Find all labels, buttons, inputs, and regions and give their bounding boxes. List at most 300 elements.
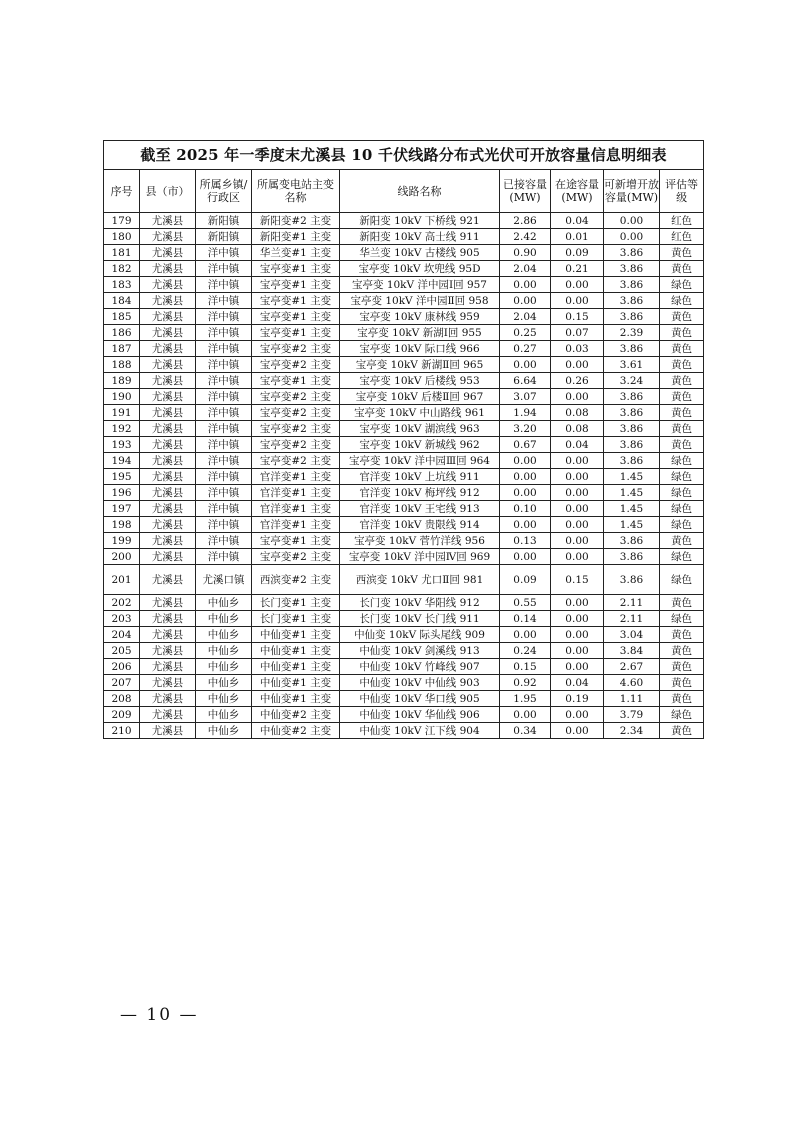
cell-substation: 新阳变#1 主变: [252, 229, 340, 245]
header-row: [104, 170, 704, 213]
cell-county: 尤溪县: [140, 341, 196, 357]
cell-connected: 0.14: [500, 611, 551, 627]
cell-open: 3.79: [604, 707, 660, 723]
cell-town: 洋中镇: [196, 341, 252, 357]
cell-connected: 0.00: [500, 453, 551, 469]
cell-town: 中仙乡: [196, 691, 252, 707]
cell-in-progress: 0.00: [551, 389, 604, 405]
cell-in-progress: 0.00: [551, 469, 604, 485]
cell-connected: 0.67: [500, 437, 551, 453]
cell-in-progress: 0.00: [551, 453, 604, 469]
table-row: [104, 213, 704, 229]
cell-substation: 宝亭变#1 主变: [252, 277, 340, 293]
header-seq: 序号: [104, 170, 140, 213]
cell-substation: 官洋变#1 主变: [252, 469, 340, 485]
cell-county: 尤溪县: [140, 707, 196, 723]
cell-county: 尤溪县: [140, 643, 196, 659]
cell-connected: 0.00: [500, 357, 551, 373]
cell-seq: 204: [104, 627, 140, 643]
cell-connected: 0.55: [500, 595, 551, 611]
header-county: 县（市）: [140, 170, 196, 213]
cell-in-progress: 0.09: [551, 245, 604, 261]
cell-county: 尤溪县: [140, 245, 196, 261]
table-row: [104, 389, 704, 405]
cell-line: 中仙变 10kV 竹峰线 907: [340, 659, 500, 675]
cell-seq: 197: [104, 501, 140, 517]
cell-open: 3.04: [604, 627, 660, 643]
cell-county: 尤溪县: [140, 405, 196, 421]
table-row: [104, 309, 704, 325]
cell-open: 1.45: [604, 517, 660, 533]
cell-grade: 黄色: [660, 309, 704, 325]
cell-county: 尤溪县: [140, 469, 196, 485]
cell-grade: 黄色: [660, 389, 704, 405]
cell-town: 洋中镇: [196, 469, 252, 485]
header-town: 所属乡镇/行政区: [196, 170, 252, 213]
cell-connected: 1.95: [500, 691, 551, 707]
cell-seq: 189: [104, 373, 140, 389]
cell-town: 中仙乡: [196, 659, 252, 675]
cell-in-progress: 0.00: [551, 533, 604, 549]
cell-grade: 红色: [660, 229, 704, 245]
cell-open: 4.60: [604, 675, 660, 691]
table-row: [104, 611, 704, 627]
cell-line: 宝亭变 10kV 后楼Ⅱ回 967: [340, 389, 500, 405]
cell-town: 洋中镇: [196, 549, 252, 565]
cell-seq: 210: [104, 723, 140, 739]
cell-grade: 黄色: [660, 533, 704, 549]
cell-substation: 新阳变#2 主变: [252, 213, 340, 229]
cell-in-progress: 0.08: [551, 405, 604, 421]
cell-line: 宝亭变 10kV 洋中园Ⅰ回 957: [340, 277, 500, 293]
cell-line: 宝亭变 10kV 康林线 959: [340, 309, 500, 325]
cell-county: 尤溪县: [140, 373, 196, 389]
cell-grade: 黄色: [660, 373, 704, 389]
cell-county: 尤溪县: [140, 517, 196, 533]
table-row: [104, 357, 704, 373]
table-row: [104, 691, 704, 707]
cell-open: 3.86: [604, 309, 660, 325]
cell-grade: 黄色: [660, 643, 704, 659]
cell-county: 尤溪县: [140, 293, 196, 309]
cell-county: 尤溪县: [140, 389, 196, 405]
cell-seq: 207: [104, 675, 140, 691]
cell-line: 官洋变 10kV 贵限线 914: [340, 517, 500, 533]
cell-county: 尤溪县: [140, 453, 196, 469]
cell-town: 洋中镇: [196, 373, 252, 389]
table-row: [104, 595, 704, 611]
cell-substation: 中仙变#2 主变: [252, 707, 340, 723]
cell-seq: 202: [104, 595, 140, 611]
cell-open: 3.61: [604, 357, 660, 373]
cell-grade: 黄色: [660, 675, 704, 691]
cell-seq: 188: [104, 357, 140, 373]
header-in-progress: 在途容量(MW): [551, 170, 604, 213]
cell-open: 0.00: [604, 229, 660, 245]
cell-town: 洋中镇: [196, 517, 252, 533]
table-row: [104, 261, 704, 277]
cell-in-progress: 0.07: [551, 325, 604, 341]
table-row: [104, 565, 704, 595]
cell-in-progress: 0.00: [551, 485, 604, 501]
cell-connected: 1.94: [500, 405, 551, 421]
cell-line: 中仙变 10kV 江下线 904: [340, 723, 500, 739]
cell-town: 中仙乡: [196, 723, 252, 739]
table-row: [104, 485, 704, 501]
table-row: [104, 549, 704, 565]
cell-line: 华兰变 10kV 古楼线 905: [340, 245, 500, 261]
header-connected: 已接容量(MW): [500, 170, 551, 213]
table-row: [104, 469, 704, 485]
cell-line: 中仙变 10kV 华仙线 906: [340, 707, 500, 723]
cell-line: 宝亭变 10kV 洋中园Ⅲ回 964: [340, 453, 500, 469]
cell-substation: 中仙变#1 主变: [252, 659, 340, 675]
cell-town: 中仙乡: [196, 595, 252, 611]
cell-seq: 195: [104, 469, 140, 485]
cell-in-progress: 0.00: [551, 517, 604, 533]
table-row: [104, 325, 704, 341]
cell-connected: 0.09: [500, 565, 551, 595]
cell-substation: 宝亭变#2 主变: [252, 357, 340, 373]
cell-connected: 0.00: [500, 517, 551, 533]
table-row: [104, 659, 704, 675]
cell-seq: 205: [104, 643, 140, 659]
cell-open: 2.39: [604, 325, 660, 341]
cell-town: 洋中镇: [196, 533, 252, 549]
table-row: [104, 501, 704, 517]
cell-line: 长门变 10kV 华阳线 912: [340, 595, 500, 611]
cell-substation: 宝亭变#2 主变: [252, 405, 340, 421]
cell-seq: 206: [104, 659, 140, 675]
cell-substation: 宝亭变#1 主变: [252, 533, 340, 549]
cell-grade: 绿色: [660, 293, 704, 309]
cell-county: 尤溪县: [140, 627, 196, 643]
table-row: [104, 245, 704, 261]
cell-seq: 194: [104, 453, 140, 469]
cell-grade: 黄色: [660, 691, 704, 707]
cell-in-progress: 0.00: [551, 595, 604, 611]
cell-seq: 203: [104, 611, 140, 627]
cell-town: 洋中镇: [196, 421, 252, 437]
page-number: — 10 —: [120, 1005, 199, 1025]
cell-seq: 185: [104, 309, 140, 325]
cell-town: 洋中镇: [196, 453, 252, 469]
cell-county: 尤溪县: [140, 325, 196, 341]
cell-town: 新阳镇: [196, 229, 252, 245]
cell-seq: 208: [104, 691, 140, 707]
cell-open: 3.86: [604, 421, 660, 437]
cell-grade: 黄色: [660, 261, 704, 277]
cell-town: 洋中镇: [196, 501, 252, 517]
table-body: [104, 213, 704, 739]
cell-open: 1.45: [604, 501, 660, 517]
cell-county: 尤溪县: [140, 437, 196, 453]
cell-substation: 长门变#1 主变: [252, 611, 340, 627]
cell-substation: 宝亭变#1 主变: [252, 325, 340, 341]
header-line: 线路名称: [340, 170, 500, 213]
cell-connected: 0.25: [500, 325, 551, 341]
cell-seq: 186: [104, 325, 140, 341]
cell-line: 宝亭变 10kV 新城线 962: [340, 437, 500, 453]
cell-substation: 长门变#1 主变: [252, 595, 340, 611]
cell-connected: 2.04: [500, 309, 551, 325]
cell-county: 尤溪县: [140, 501, 196, 517]
table-title: 截至 2025 年一季度末尤溪县 10 千伏线路分布式光伏可开放容量信息明细表: [104, 141, 704, 170]
cell-grade: 黄色: [660, 341, 704, 357]
cell-grade: 绿色: [660, 501, 704, 517]
cell-substation: 宝亭变#2 主变: [252, 437, 340, 453]
cell-line: 中仙变 10kV 剑溪线 913: [340, 643, 500, 659]
cell-open: 3.86: [604, 533, 660, 549]
cell-town: 洋中镇: [196, 277, 252, 293]
header-grade: 评估等级: [660, 170, 704, 213]
cell-seq: 182: [104, 261, 140, 277]
cell-substation: 中仙变#1 主变: [252, 675, 340, 691]
cell-in-progress: 0.04: [551, 213, 604, 229]
cell-line: 宝亭变 10kV 新湖Ⅰ回 955: [340, 325, 500, 341]
cell-open: 3.86: [604, 389, 660, 405]
cell-grade: 黄色: [660, 659, 704, 675]
cell-open: 3.84: [604, 643, 660, 659]
cell-connected: 0.10: [500, 501, 551, 517]
cell-connected: 0.00: [500, 485, 551, 501]
cell-county: 尤溪县: [140, 485, 196, 501]
cell-town: 洋中镇: [196, 293, 252, 309]
cell-town: 尤溪口镇: [196, 565, 252, 595]
cell-county: 尤溪县: [140, 549, 196, 565]
cell-line: 中仙变 10kV 际头尾线 909: [340, 627, 500, 643]
table-row: [104, 405, 704, 421]
cell-open: 2.11: [604, 595, 660, 611]
cell-town: 中仙乡: [196, 643, 252, 659]
cell-grade: 黄色: [660, 405, 704, 421]
cell-connected: 2.42: [500, 229, 551, 245]
cell-line: 西滨变 10kV 尤口Ⅱ回 981: [340, 565, 500, 595]
cell-open: 2.11: [604, 611, 660, 627]
cell-grade: 绿色: [660, 453, 704, 469]
table-row: [104, 229, 704, 245]
cell-line: 宝亭变 10kV 际口线 966: [340, 341, 500, 357]
cell-substation: 官洋变#1 主变: [252, 485, 340, 501]
cell-seq: 179: [104, 213, 140, 229]
cell-grade: 黄色: [660, 437, 704, 453]
cell-in-progress: 0.03: [551, 341, 604, 357]
cell-seq: 183: [104, 277, 140, 293]
cell-town: 洋中镇: [196, 437, 252, 453]
cell-in-progress: 0.19: [551, 691, 604, 707]
cell-line: 长门变 10kV 长门线 911: [340, 611, 500, 627]
table-row: [104, 373, 704, 389]
cell-open: 3.86: [604, 549, 660, 565]
cell-grade: 黄色: [660, 245, 704, 261]
cell-county: 尤溪县: [140, 565, 196, 595]
cell-line: 新阳变 10kV 高士线 911: [340, 229, 500, 245]
cell-substation: 宝亭变#2 主变: [252, 389, 340, 405]
cell-line: 宝亭变 10kV 坎兜线 95D: [340, 261, 500, 277]
table-row: [104, 627, 704, 643]
cell-in-progress: 0.15: [551, 565, 604, 595]
cell-connected: 0.92: [500, 675, 551, 691]
cell-grade: 绿色: [660, 485, 704, 501]
cell-grade: 黄色: [660, 723, 704, 739]
cell-substation: 中仙变#1 主变: [252, 691, 340, 707]
table-row: [104, 421, 704, 437]
cell-grade: 绿色: [660, 565, 704, 595]
cell-substation: 中仙变#1 主变: [252, 627, 340, 643]
cell-town: 洋中镇: [196, 405, 252, 421]
cell-substation: 宝亭变#1 主变: [252, 293, 340, 309]
cell-open: 3.86: [604, 261, 660, 277]
cell-open: 3.86: [604, 565, 660, 595]
cell-seq: 180: [104, 229, 140, 245]
cell-connected: 0.24: [500, 643, 551, 659]
cell-in-progress: 0.04: [551, 437, 604, 453]
cell-connected: 0.13: [500, 533, 551, 549]
cell-town: 中仙乡: [196, 707, 252, 723]
cell-town: 洋中镇: [196, 245, 252, 261]
cell-seq: 187: [104, 341, 140, 357]
cell-seq: 209: [104, 707, 140, 723]
cell-grade: 绿色: [660, 549, 704, 565]
table-row: [104, 643, 704, 659]
cell-substation: 华兰变#1 主变: [252, 245, 340, 261]
cell-substation: 官洋变#1 主变: [252, 517, 340, 533]
cell-town: 洋中镇: [196, 325, 252, 341]
cell-connected: 0.00: [500, 277, 551, 293]
cell-town: 洋中镇: [196, 485, 252, 501]
cell-line: 中仙变 10kV 华口线 905: [340, 691, 500, 707]
cell-connected: 0.34: [500, 723, 551, 739]
cell-connected: 3.07: [500, 389, 551, 405]
cell-seq: 201: [104, 565, 140, 595]
cell-county: 尤溪县: [140, 421, 196, 437]
cell-in-progress: 0.21: [551, 261, 604, 277]
cell-town: 中仙乡: [196, 611, 252, 627]
cell-line: 中仙变 10kV 中仙线 903: [340, 675, 500, 691]
cell-open: 2.34: [604, 723, 660, 739]
header-substation: 所属变电站主变名称: [252, 170, 340, 213]
cell-town: 洋中镇: [196, 309, 252, 325]
table-row: [104, 341, 704, 357]
cell-line: 宝亭变 10kV 菅竹洋线 956: [340, 533, 500, 549]
cell-in-progress: 0.00: [551, 643, 604, 659]
cell-connected: 0.00: [500, 549, 551, 565]
cell-grade: 绿色: [660, 611, 704, 627]
cell-substation: 宝亭变#2 主变: [252, 549, 340, 565]
cell-county: 尤溪县: [140, 691, 196, 707]
cell-in-progress: 0.00: [551, 611, 604, 627]
cell-open: 3.24: [604, 373, 660, 389]
cell-open: 3.86: [604, 437, 660, 453]
cell-grade: 绿色: [660, 469, 704, 485]
cell-town: 洋中镇: [196, 389, 252, 405]
cell-connected: 0.90: [500, 245, 551, 261]
cell-county: 尤溪县: [140, 675, 196, 691]
cell-connected: 2.04: [500, 261, 551, 277]
cell-substation: 西滨变#2 主变: [252, 565, 340, 595]
cell-open: 3.86: [604, 293, 660, 309]
table-row: [104, 675, 704, 691]
cell-open: 2.67: [604, 659, 660, 675]
cell-substation: 宝亭变#1 主变: [252, 373, 340, 389]
cell-line: 宝亭变 10kV 中山路线 961: [340, 405, 500, 421]
cell-seq: 200: [104, 549, 140, 565]
cell-line: 官洋变 10kV 梅坪线 912: [340, 485, 500, 501]
cell-substation: 宝亭变#1 主变: [252, 261, 340, 277]
cell-grade: 绿色: [660, 517, 704, 533]
cell-connected: 0.27: [500, 341, 551, 357]
cell-in-progress: 0.15: [551, 309, 604, 325]
cell-in-progress: 0.00: [551, 357, 604, 373]
cell-open: 3.86: [604, 277, 660, 293]
cell-seq: 191: [104, 405, 140, 421]
cell-line: 官洋变 10kV 上坑线 911: [340, 469, 500, 485]
capacity-table: [103, 140, 704, 739]
cell-in-progress: 0.00: [551, 723, 604, 739]
cell-county: 尤溪县: [140, 261, 196, 277]
table-row: [104, 453, 704, 469]
cell-seq: 192: [104, 421, 140, 437]
cell-seq: 184: [104, 293, 140, 309]
table-row: [104, 533, 704, 549]
cell-line: 新阳变 10kV 下桥线 921: [340, 213, 500, 229]
cell-line: 宝亭变 10kV 后楼线 953: [340, 373, 500, 389]
cell-county: 尤溪县: [140, 277, 196, 293]
cell-in-progress: 0.00: [551, 277, 604, 293]
table-row: [104, 277, 704, 293]
cell-seq: 193: [104, 437, 140, 453]
cell-connected: 0.00: [500, 469, 551, 485]
cell-connected: 0.00: [500, 627, 551, 643]
table-row: [104, 293, 704, 309]
cell-county: 尤溪县: [140, 229, 196, 245]
cell-line: 宝亭变 10kV 湖滨线 963: [340, 421, 500, 437]
cell-town: 中仙乡: [196, 675, 252, 691]
cell-connected: 6.64: [500, 373, 551, 389]
cell-open: 3.86: [604, 341, 660, 357]
table-row: [104, 437, 704, 453]
cell-substation: 中仙变#2 主变: [252, 723, 340, 739]
cell-seq: 199: [104, 533, 140, 549]
cell-substation: 中仙变#1 主变: [252, 643, 340, 659]
table-row: [104, 707, 704, 723]
cell-seq: 196: [104, 485, 140, 501]
cell-open: 1.11: [604, 691, 660, 707]
cell-in-progress: 0.26: [551, 373, 604, 389]
cell-town: 中仙乡: [196, 627, 252, 643]
cell-grade: 黄色: [660, 421, 704, 437]
cell-county: 尤溪县: [140, 611, 196, 627]
cell-county: 尤溪县: [140, 309, 196, 325]
cell-line: 官洋变 10kV 王宅线 913: [340, 501, 500, 517]
cell-in-progress: 0.04: [551, 675, 604, 691]
cell-open: 3.86: [604, 405, 660, 421]
cell-connected: 0.15: [500, 659, 551, 675]
cell-open: 3.86: [604, 453, 660, 469]
cell-grade: 绿色: [660, 707, 704, 723]
cell-town: 洋中镇: [196, 261, 252, 277]
cell-grade: 黄色: [660, 325, 704, 341]
table-row: [104, 517, 704, 533]
cell-grade: 黄色: [660, 627, 704, 643]
cell-in-progress: 0.00: [551, 549, 604, 565]
cell-seq: 190: [104, 389, 140, 405]
cell-connected: 3.20: [500, 421, 551, 437]
cell-in-progress: 0.00: [551, 707, 604, 723]
cell-in-progress: 0.00: [551, 501, 604, 517]
cell-in-progress: 0.00: [551, 293, 604, 309]
cell-county: 尤溪县: [140, 595, 196, 611]
